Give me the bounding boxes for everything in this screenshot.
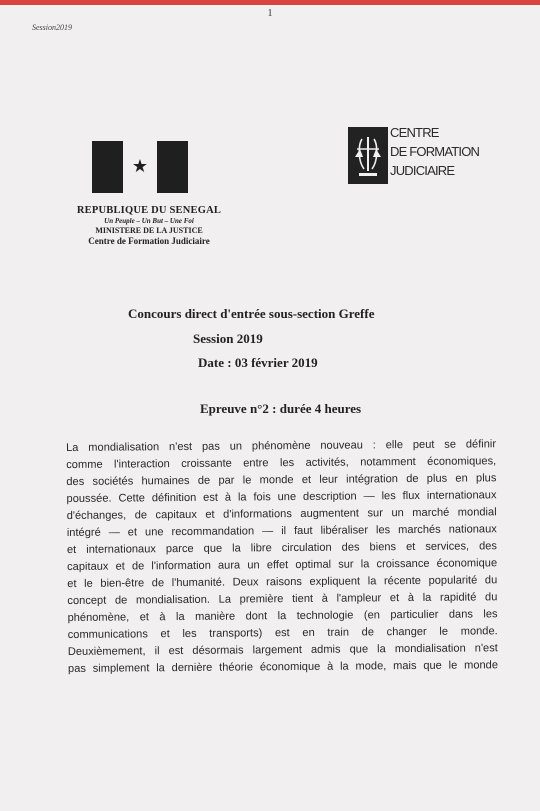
exam-title: Concours direct d'entrée sous-section Greffe (128, 306, 375, 321)
scales-of-justice-logo-icon (348, 127, 388, 184)
corner-stamp: Session2019 (32, 23, 72, 32)
body-line: des sociétés humaines de par le monde et leur intégration de plus en plus (66, 472, 497, 488)
body-line: d'échanges, de capitaux et d'informations augmentent sur un marché mondial (66, 506, 497, 522)
exam-session: Session 2019 (193, 331, 263, 346)
center-name: Centre de Formation Judiciaire (88, 236, 210, 246)
republic-motto: Un Peuple – Un But – Une Foi (104, 217, 194, 225)
logo-line-2: DE FORMATION (390, 144, 480, 159)
flag-stripe-middle (123, 141, 157, 193)
body-line: Deuxièmement, il est désormais largement admis que la mondialisation n'est (67, 642, 498, 658)
top-color-bar (0, 0, 540, 5)
body-line: pas simplement la dernière théorie économique à la mode, mais que le monde (67, 659, 499, 675)
body-paragraph (66, 436, 498, 678)
republic-header (54, 205, 244, 246)
body-line: capitaux et de l'information aura un effet optimal sur la croissance économique (67, 557, 498, 573)
body-line: poussée. Cette définition est à la fois une description — les flux internationaux (66, 489, 497, 505)
body-line: et le bien-être de l'humanité. Deux raisons expliquent la récente popularité du (67, 574, 498, 590)
senegal-flag-icon (92, 141, 188, 193)
exam-epreuve: Epreuve n°2 : durée 4 heures (200, 401, 362, 416)
flag-stripe-right (157, 141, 188, 193)
body-line: intégré — et une recommandation — il faut libéraliser les marchés nationaux (66, 523, 497, 539)
page-number: 1 (267, 8, 273, 19)
body-line: comme l'interaction croissante entre les activités, notamment économiques, (66, 455, 497, 471)
body-line: communications et les transports) est en train de changer le monde. (67, 625, 498, 641)
cfj-logo-text (390, 123, 479, 180)
star-icon: ★ (131, 156, 149, 177)
flag-stripe-left (92, 141, 123, 193)
ministry-name: MINISTERE DE LA JUSTICE (95, 226, 203, 235)
exam-date: Date : 03 février 2019 (198, 355, 318, 370)
logo-line-1: CENTRE (390, 125, 439, 140)
logo-line-3: JUDICIAIRE (390, 163, 455, 178)
body-line: et internationaux parce que la libre circulation des biens et services, des (66, 540, 497, 556)
body-line: La mondialisation n'est pas un phénomène nouveau : elle peut se définir (66, 438, 497, 454)
republic-title: REPUBLIQUE DU SENEGAL (76, 205, 222, 216)
body-line: phénomène, et à la manière dont la technologie (en particulier dans les (67, 608, 498, 624)
body-line: concept de mondialisation. La première tient à l'ampleur et à la rapidité du (67, 591, 498, 607)
